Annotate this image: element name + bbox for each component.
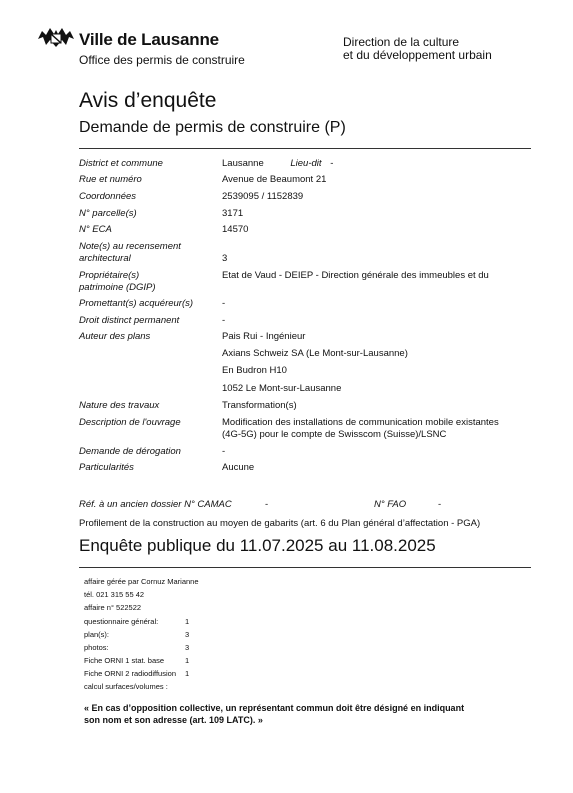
lieu-dit-value: - [330,158,334,169]
city-name: Ville de Lausanne [79,30,219,49]
lausanne-crest-icon [36,25,76,49]
page-subtitle: Demande de permis de construire (P) [79,119,346,136]
phone: tél. 021 315 55 42 [84,590,145,599]
owner-label-line-1: Propriétaire(s) [79,270,140,281]
notes-label [79,241,219,264]
page-title: Avis d’enquête [79,89,217,112]
notice-line-1: « En cas d’opposition collective, un représentant commun doit être désigné en indiquant [84,703,465,713]
item-value: 3 [185,643,190,652]
derogation-label: Demande de dérogation [79,446,181,457]
nature-value: Transformation(s) [222,400,297,411]
droit-value: - [222,315,226,326]
coords-label: Coordonnées [79,191,137,202]
item-label: plan(s): [84,630,110,639]
item-label: photos: [84,643,109,652]
promettant-label: Promettant(s) acquéreur(s) [79,298,194,309]
derogation-value: - [222,446,226,457]
divider-2 [79,567,531,568]
department-line-2: et du développement urbain [343,48,492,62]
item-value: 3 [185,630,190,639]
eca-value: 14570 [222,224,249,235]
inquiry-period: Enquête publique du 11.07.2025 au 11.08.2025 [79,536,436,555]
fao-label: N° FAO [374,499,407,510]
notes-label-line-1: Note(s) au recensement [79,241,181,252]
owner-label-line-2: patrimoine (DGIP) [79,281,156,293]
street-label: Rue et numéro [79,174,142,185]
item-value: 1 [185,656,190,665]
author-line-2: Axians Schweiz SA (Le Mont-sur-Lausanne) [222,348,408,359]
divider [79,148,531,149]
fao-value: - [438,499,442,510]
item-label: Fiche ORNI 1 stat. base [84,656,165,665]
author-line-1: Pais Rui - Ingénieur [222,331,306,342]
owner-value: Etat de Vaud - DEIEP - Direction générale des immeubles et du [222,270,489,281]
particularites-label: Particularités [79,462,134,473]
camac-value: - [265,499,269,510]
item-label: questionnaire général: [84,617,159,626]
eca-label: N° ECA [79,224,112,235]
opposition-notice [84,702,524,726]
notes-value: 3 [222,253,228,264]
description-line-2: (4G-5G) pour le compte de Swisscom (Suisse)/LSNC [222,428,447,440]
managed-by: affaire gérée par Cornuz Marianne [84,577,199,586]
description-value [222,417,522,440]
notes-label-line-2: architectural [79,252,131,264]
owner-label [79,270,219,293]
notice-line-2: son nom et son adresse (art. 109 LATC). » [84,715,263,725]
district-value [222,158,522,170]
camac-label: Réf. à un ancien dossier N° CAMAC [79,499,232,510]
affair-number: affaire n° 522522 [84,603,142,612]
item-value: 1 [185,669,190,678]
description-line-1: Modification des installations de communication mobile existantes [222,417,499,428]
nature-label: Nature des travaux [79,400,160,411]
district-label: District et commune [79,158,163,169]
author-label: Auteur des plans [79,331,151,342]
lieu-dit-label: Lieu-dit [290,158,322,169]
droit-label: Droit distinct permanent [79,315,180,326]
author-line-3: En Budron H10 [222,365,287,376]
calc-label: calcul surfaces/volumes : [84,682,168,691]
parcel-label: N° parcelle(s) [79,208,137,219]
description-label: Description de l'ouvrage [79,417,181,428]
parcel-value: 3171 [222,208,244,219]
department-line-1: Direction de la culture [343,35,460,49]
coords-value: 2539095 / 1152839 [222,191,304,202]
item-label: Fiche ORNI 2 radiodiffusion [84,669,176,678]
office-name: Office des permis de construire [79,53,245,67]
district-value-text: Lausanne [222,158,264,169]
particularites-value: Aucune [222,462,255,473]
street-value: Avenue de Beaumont 21 [222,174,327,185]
profile-note: Profilement de la construction au moyen de gabarits (art. 6 du Plan général d’affectation - PGA) [79,518,481,529]
author-line-4: 1052 Le Mont-sur-Lausanne [222,383,342,394]
item-value: 1 [185,617,190,626]
department-name [343,36,492,62]
promettant-value: - [222,298,226,309]
